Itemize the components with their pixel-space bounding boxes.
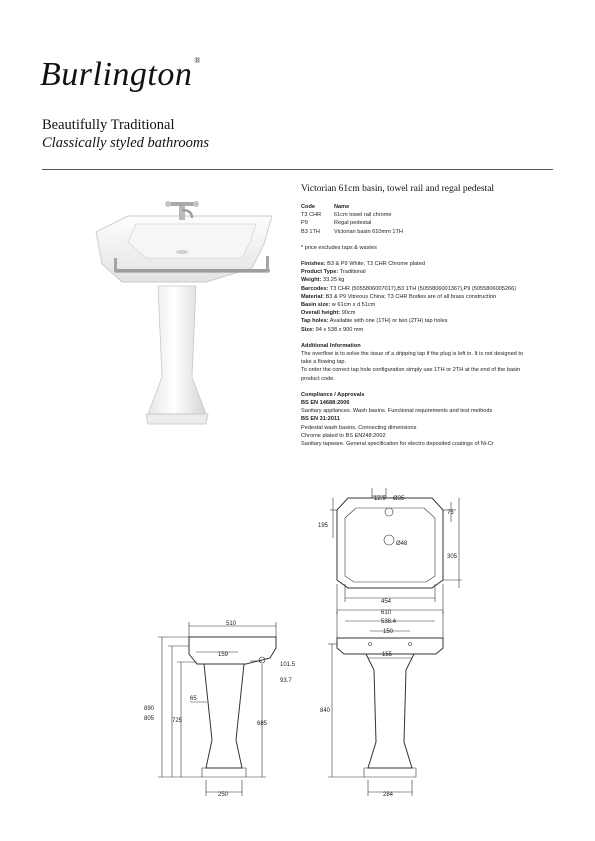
front-view-drawing <box>328 611 443 796</box>
spec-label: Tap holes: <box>301 318 329 325</box>
logo-text: Burlington <box>40 56 193 93</box>
spec-row <box>301 301 556 309</box>
dim-label: 75 <box>447 510 454 516</box>
product-title: Victorian 61cm basin, towel rail and regal pedestal <box>301 184 495 194</box>
side-view-drawing <box>158 622 276 796</box>
spec-label: Barcodes: <box>301 285 329 292</box>
name-cell: Regal pedestal <box>334 220 372 227</box>
spec-value: Traditional <box>338 269 366 276</box>
spec-row <box>301 326 556 334</box>
tagline-primary: Beautifully Traditional <box>42 117 175 133</box>
compliance-heading: Compliance / Approvals <box>301 391 365 398</box>
tagline-secondary: Classically styled bathrooms <box>42 135 210 151</box>
dim-label: Ø48 <box>396 541 408 547</box>
spec-row <box>301 309 556 317</box>
dim-label: 725 <box>172 718 183 724</box>
code-cell: P9 <box>301 220 308 227</box>
spec-label: Material: <box>301 293 325 300</box>
spec-value: 94 x 538 x 900 mm <box>314 326 364 333</box>
dim-label: 510 <box>226 621 237 627</box>
standard-desc: Sanitary appliances. Wash basins. Functional requirements and test methods <box>301 408 493 415</box>
standard-desc: Sanitary tapware. General specification for electro deposited coatings of Ni-Cr <box>301 441 494 448</box>
name-header: Name <box>334 204 350 210</box>
trademark-symbol: ® <box>194 56 201 65</box>
dim-label: 454 <box>381 599 392 605</box>
spec-row <box>301 276 556 284</box>
dim-label: 284 <box>383 792 394 798</box>
dim-label: 538.4 <box>381 619 397 625</box>
dim-label: 65 <box>190 696 197 702</box>
dim-label: 159 <box>218 652 229 658</box>
spec-label: Product Type: <box>301 269 339 276</box>
dim-label: 890 <box>144 706 155 712</box>
spec-value: B3 & P9 Vitreous China; T3 CHR Bodies are of all brass construction <box>324 293 497 300</box>
spec-value: T3 CHR (5055806007017),B3 1TH (5055806001367),P9 (5055806005266) <box>328 285 517 292</box>
dimension-labels <box>144 496 458 798</box>
spec-label: Size: <box>301 326 315 333</box>
name-cell: Victorian basin 610mm 1TH <box>334 228 403 235</box>
dim-label: Ø35 <box>393 496 405 502</box>
spec-label: Finishes: <box>301 261 326 268</box>
spec-row <box>301 268 556 276</box>
dim-label: 101.5 <box>280 662 296 668</box>
additional-line: To order the correct tap hole configuration simply use 1TH or 2TH at the end of the basin <box>301 367 521 374</box>
spec-label: Weight: <box>301 277 322 284</box>
dim-label: 840 <box>320 708 331 714</box>
spec-row <box>301 285 556 293</box>
additional-heading: Additional Information <box>301 342 361 349</box>
spec-value: 90cm <box>340 310 356 317</box>
standard-desc: Chrome plated to BS EN248:2002 <box>301 432 386 439</box>
header-divider <box>42 169 553 170</box>
dim-label: 610 <box>381 610 392 616</box>
technical-drawings <box>0 480 595 841</box>
standard-code: BS EN 31:2011 <box>301 416 340 423</box>
code-cell: T3 CHR <box>301 212 322 219</box>
spec-row <box>301 293 556 301</box>
spec-list <box>301 260 556 334</box>
standard-code: BS EN 14688:2006 <box>301 400 350 407</box>
dim-label: 93.7 <box>280 678 292 684</box>
additional-line: take a flowing tap. <box>301 359 347 366</box>
spec-value: Available with one (1TH) or two (2TH) tap holes <box>328 318 448 325</box>
dim-label: 150 <box>383 629 394 635</box>
dim-label: 685 <box>257 721 268 727</box>
product-spec <box>301 183 556 448</box>
spec-row <box>301 260 556 268</box>
name-cell: 61cm towel rail chrome <box>334 212 392 219</box>
dim-label: 250 <box>218 792 229 798</box>
top-view-drawing <box>330 488 462 614</box>
code-header: Code <box>301 204 315 210</box>
spec-label: Basin size: <box>301 302 331 309</box>
dim-label: 805 <box>144 716 155 722</box>
brand-logo <box>40 56 201 94</box>
code-table <box>301 203 556 236</box>
price-note: * price excludes taps & wastes <box>301 244 377 251</box>
dim-label: 155 <box>382 652 393 658</box>
dim-label: 12.5 <box>374 496 386 502</box>
spec-row <box>301 317 556 325</box>
dim-label: 305 <box>447 554 458 560</box>
product-photo <box>66 182 286 447</box>
spec-value: w 61cm x d 51cm <box>330 302 376 309</box>
standard-desc: Pedestal wash basins. Connecting dimensions <box>301 424 417 431</box>
additional-line: The overflow is to solve the issue of a dripping tap if the plug is left in. It is not designed to <box>301 351 524 358</box>
additional-line: product code. <box>301 375 335 382</box>
code-cell: B3 1TH <box>301 228 320 235</box>
dim-label: 195 <box>318 523 329 529</box>
spec-value: 33.25 kg <box>321 277 345 284</box>
spec-label: Overall height: <box>301 310 341 317</box>
spec-value: B3 & P9 White; T3 CHR Chrome plated <box>325 261 425 268</box>
